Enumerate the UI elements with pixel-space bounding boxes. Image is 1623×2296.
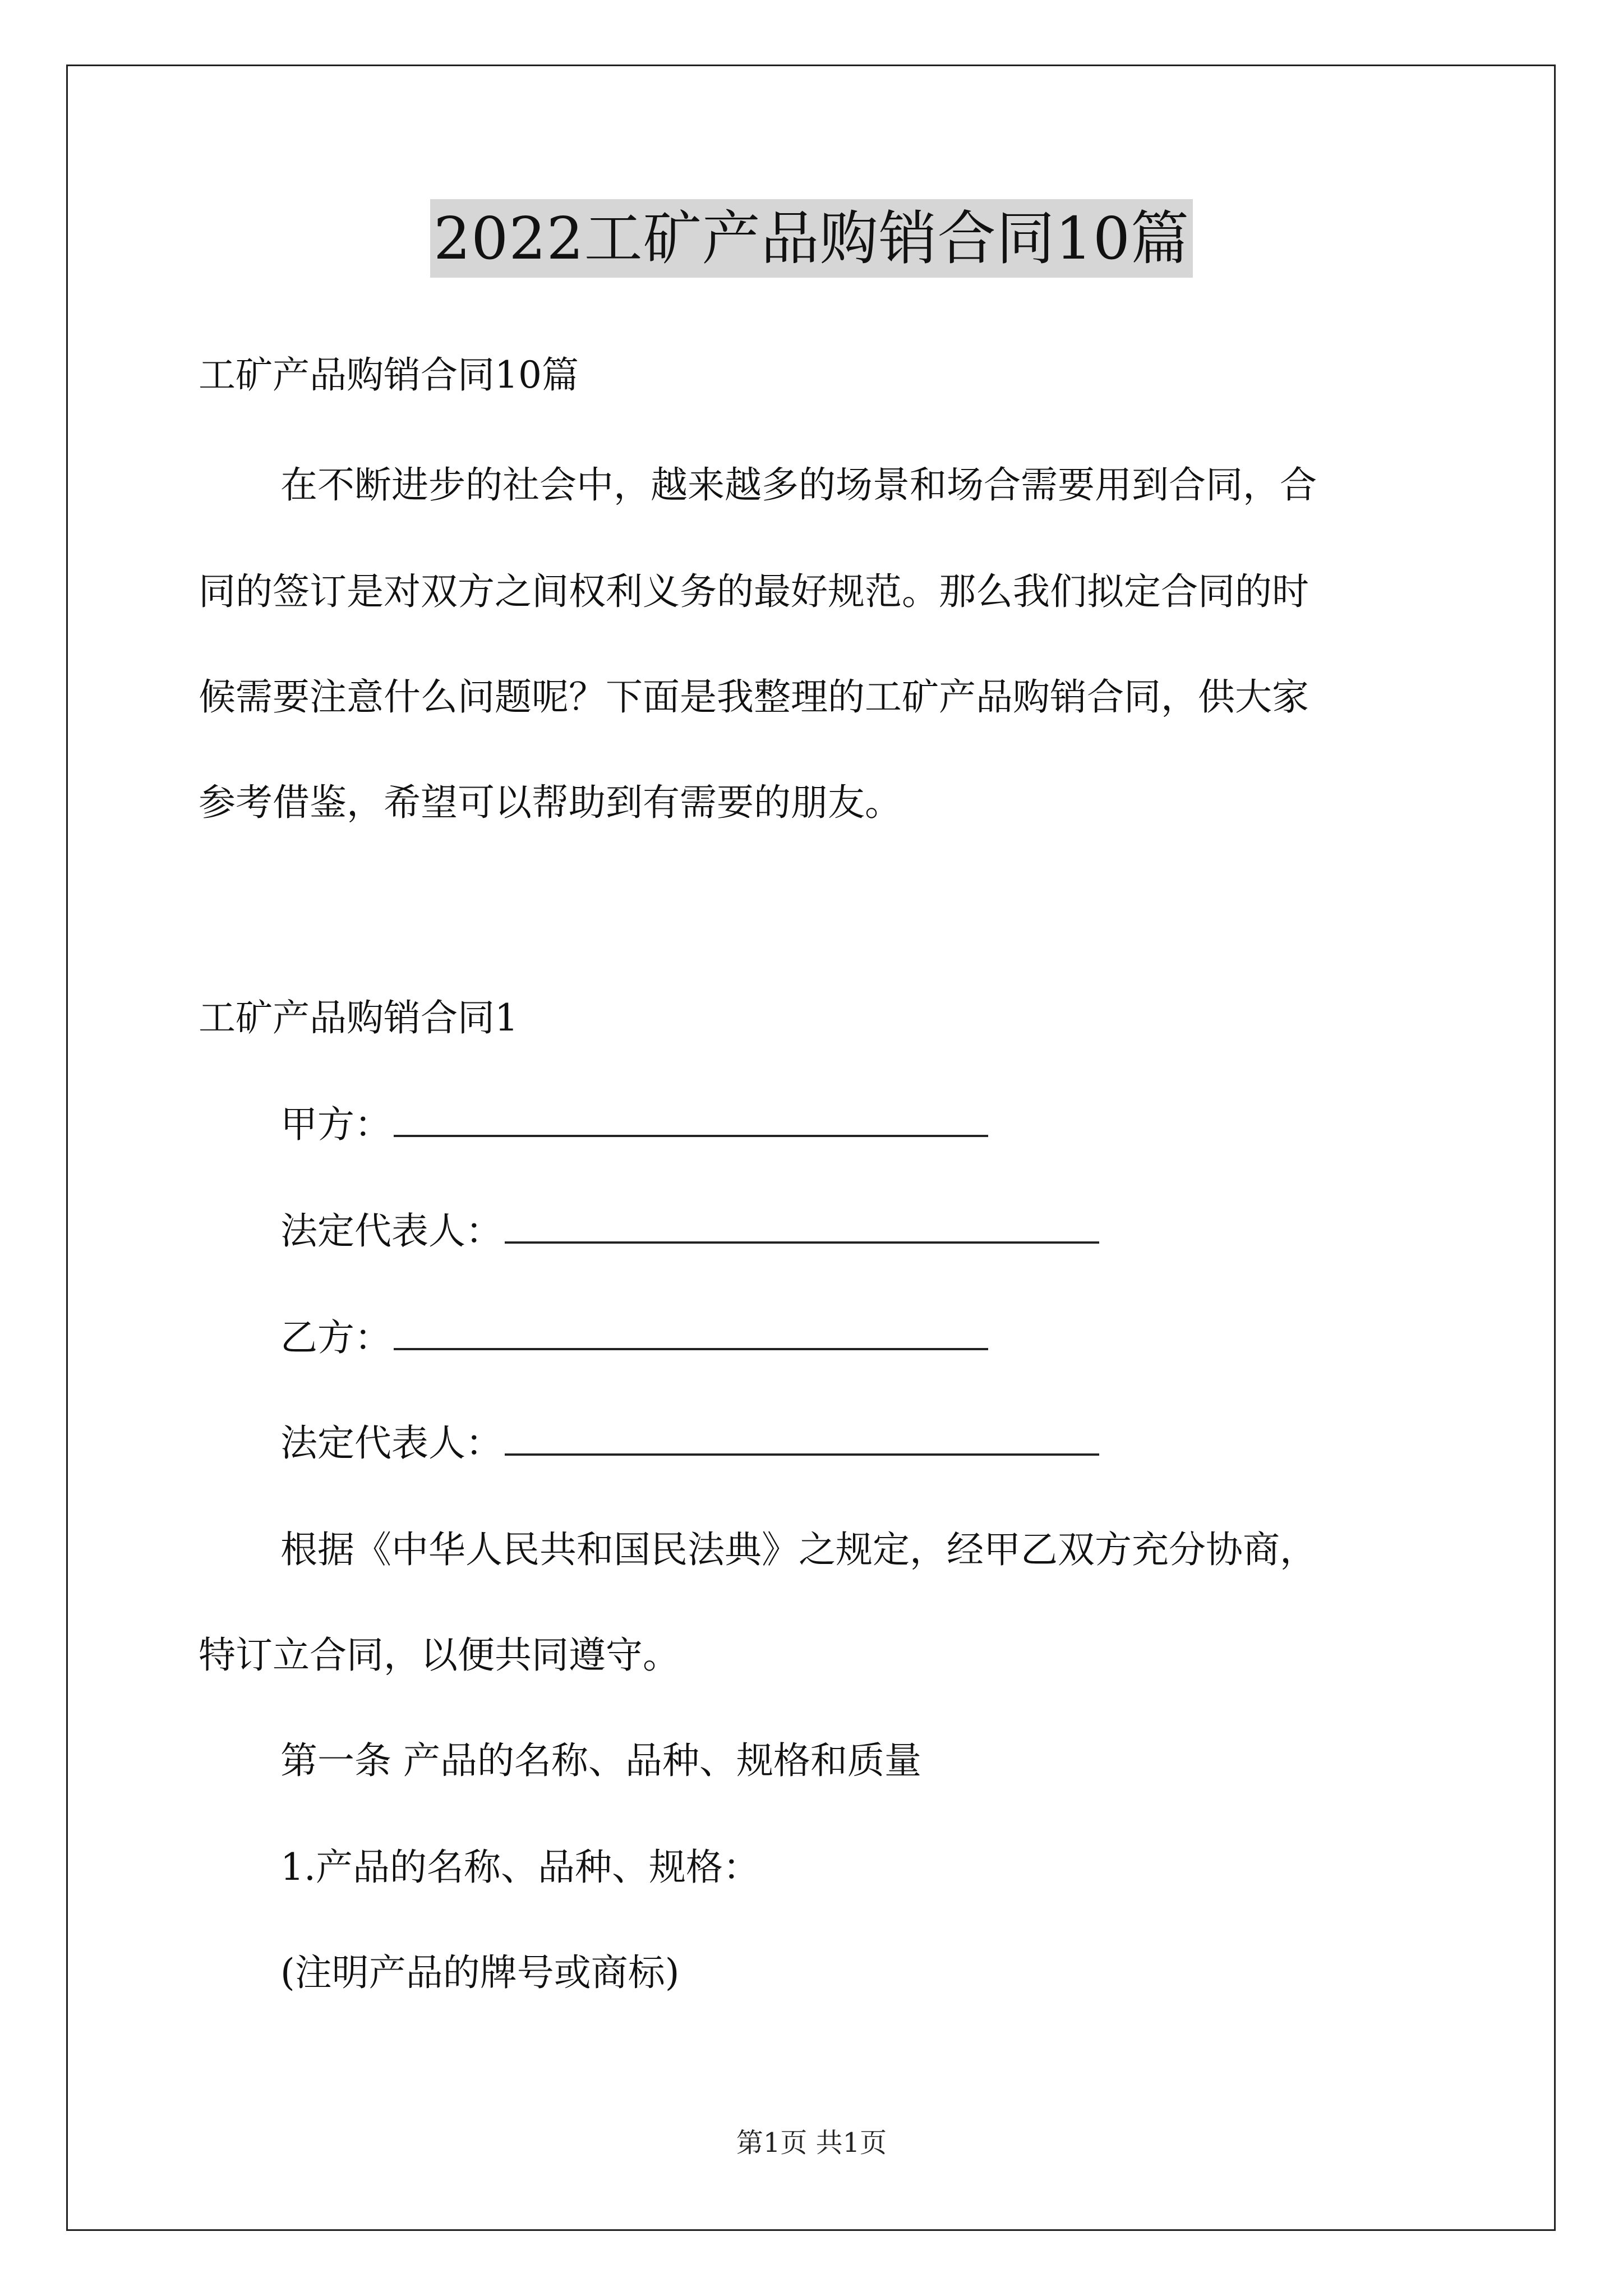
- document-subtitle: 工矿产品购销合同10篇: [199, 353, 579, 397]
- basis-line-1: 根据《中华人民共和国民法典》之规定，经甲乙双方充分协商，: [280, 1528, 1317, 1571]
- article-1-heading: 第一条 产品的名称、品种、规格和质量: [280, 1739, 921, 1782]
- party-b-rep-blank: [505, 1419, 1099, 1456]
- party-b-rep-label: 法定代表人：: [280, 1421, 502, 1465]
- party-a-rep-blank: [505, 1207, 1099, 1244]
- intro-line-3: 候需要注意什么问题呢？下面是我整理的工矿产品购销合同，供大家: [199, 675, 1309, 719]
- article-1-note: (注明产品的牌号或商标): [280, 1951, 680, 1994]
- basis-line-2: 特订立合同，以便共同遵守。: [199, 1634, 680, 1677]
- article-1-item-1: 1.产品的名称、品种、规格：: [280, 1846, 760, 1889]
- page-number: 第1页 共1页: [736, 2127, 887, 2159]
- party-a-field: [280, 1099, 988, 1150]
- party-b-field: [280, 1313, 988, 1363]
- party-b-rep-field: [280, 1418, 1099, 1469]
- title-container: [0, 199, 1623, 278]
- document-title: 2022工矿产品购销合同10篇: [430, 199, 1193, 278]
- party-a-rep-field: [280, 1206, 1099, 1257]
- party-a-blank: [394, 1100, 988, 1137]
- party-b-label: 乙方：: [280, 1316, 391, 1359]
- intro-line-1: 在不断进步的社会中，越来越多的场景和场合需要用到合同，合: [280, 463, 1317, 507]
- party-a-rep-label: 法定代表人：: [280, 1209, 502, 1253]
- intro-line-4: 参考借鉴，希望可以帮助到有需要的朋友。: [199, 781, 902, 824]
- party-a-label: 甲方：: [280, 1103, 391, 1146]
- party-b-blank: [394, 1313, 988, 1350]
- section-heading: 工矿产品购销合同1: [199, 996, 518, 1039]
- intro-line-2: 同的签订是对双方之间权利义务的最好规范。那么我们拟定合同的时: [199, 570, 1309, 613]
